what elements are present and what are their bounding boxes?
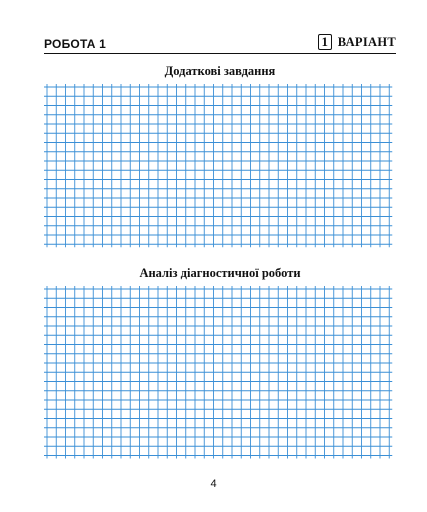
header-divider <box>44 53 396 54</box>
section-title-additional-tasks: Додаткові завдання <box>164 64 276 78</box>
section-title-diagnostic-analysis: Аналіз діагностичної роботи <box>139 266 301 280</box>
variant-label: ВАРІАНТ <box>337 34 396 49</box>
grid-lines <box>44 84 396 250</box>
grid-additional-tasks[interactable] <box>44 84 396 250</box>
page-number: 4 <box>210 478 217 490</box>
page-header <box>44 32 396 54</box>
grid-lines <box>44 286 396 462</box>
variant-indicator <box>318 32 396 52</box>
variant-number-box: 1 <box>318 34 332 50</box>
grid-diagnostic-analysis[interactable] <box>44 286 396 462</box>
work-title: РОБОТА 1 <box>44 37 106 51</box>
